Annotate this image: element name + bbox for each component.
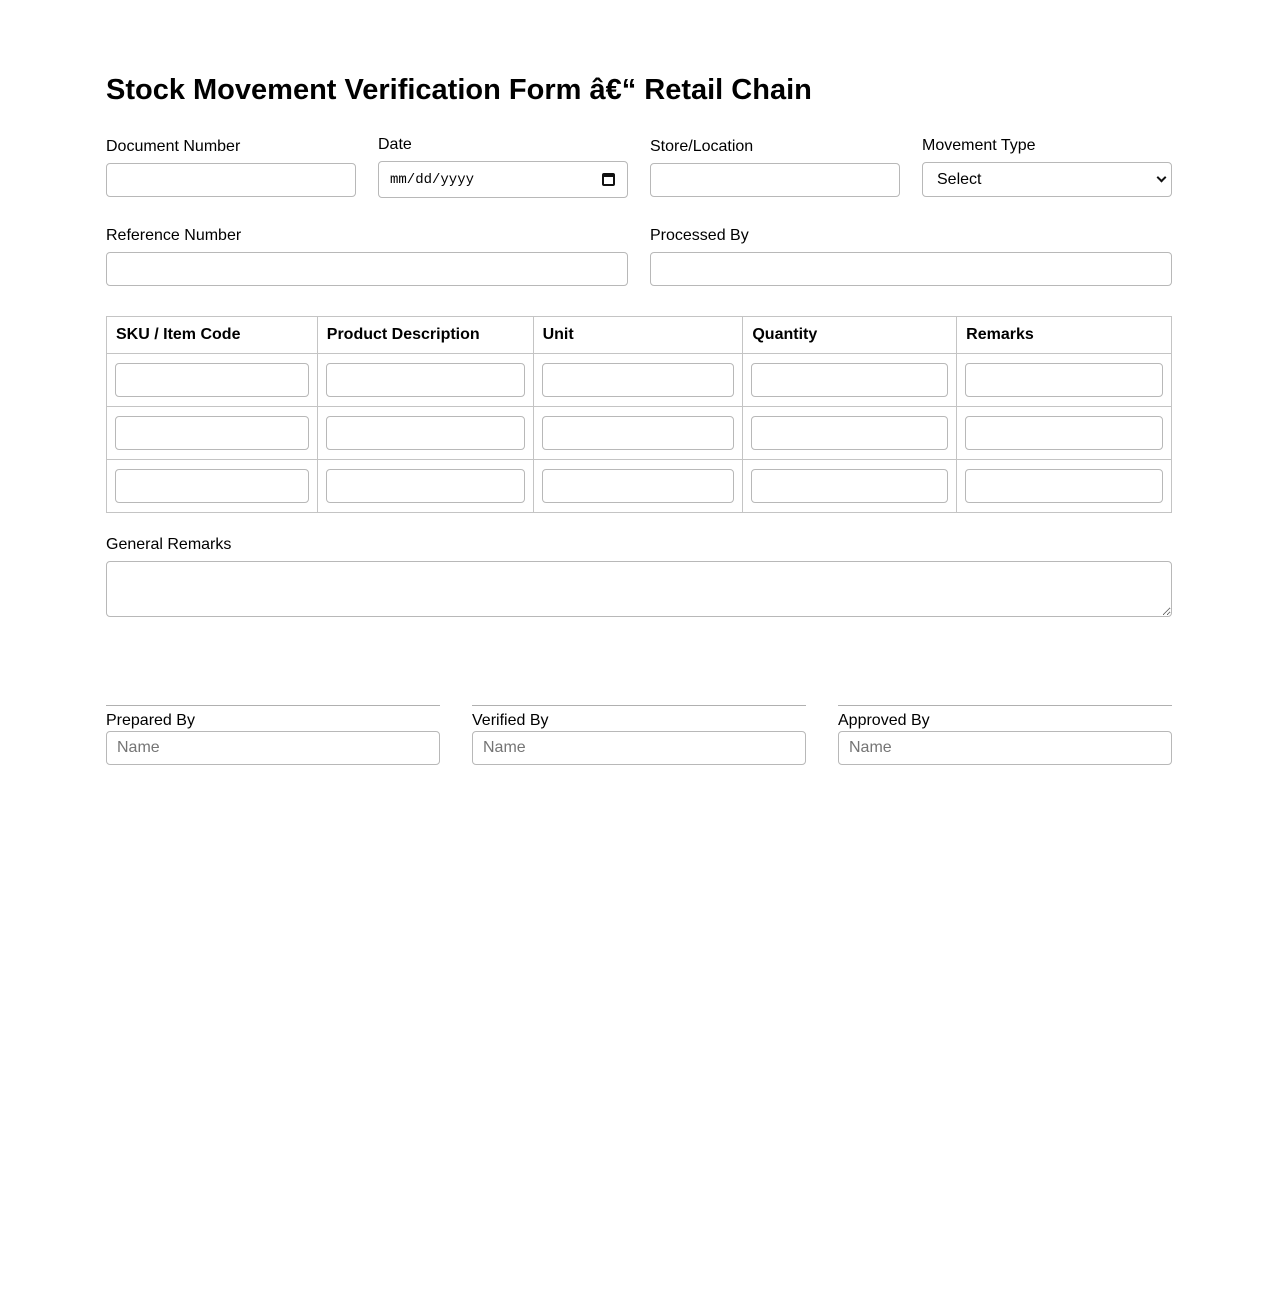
sku-input[interactable] xyxy=(115,416,309,450)
movement-type-label: Movement Type xyxy=(922,137,1036,154)
unit-input[interactable] xyxy=(542,416,735,450)
movement-type-group xyxy=(922,137,1172,197)
signature-approved-by xyxy=(838,705,1172,765)
signature-line xyxy=(838,705,1172,706)
reference-number-input[interactable] xyxy=(106,252,628,286)
table-cell xyxy=(317,460,533,513)
table-cell xyxy=(317,407,533,460)
approved-by-label: Approved By xyxy=(838,712,930,729)
table-cell xyxy=(533,407,743,460)
table-header-row xyxy=(107,317,1172,354)
document-number-label: Document Number xyxy=(106,138,241,155)
table-cell xyxy=(957,354,1172,407)
calendar-icon[interactable] xyxy=(602,173,615,186)
remarks-input[interactable] xyxy=(965,469,1163,503)
table-cell xyxy=(107,354,318,407)
quantity-input[interactable] xyxy=(751,416,948,450)
column-header-sku: SKU / Item Code xyxy=(107,317,318,354)
general-remarks-textarea[interactable] xyxy=(106,561,1172,617)
table-cell xyxy=(107,407,318,460)
remarks-input[interactable] xyxy=(965,363,1163,397)
table-cell xyxy=(533,460,743,513)
column-header-description: Product Description xyxy=(317,317,533,354)
unit-input[interactable] xyxy=(542,363,735,397)
prepared-by-label: Prepared By xyxy=(106,712,195,729)
signature-prepared-by xyxy=(106,705,440,765)
column-header-quantity: Quantity xyxy=(743,317,957,354)
date-label: Date xyxy=(378,136,412,153)
date-input[interactable] xyxy=(378,161,628,198)
signature-line xyxy=(106,705,440,706)
table-row xyxy=(107,460,1172,513)
table-cell xyxy=(743,354,957,407)
items-table xyxy=(106,316,1172,513)
remarks-input[interactable] xyxy=(965,416,1163,450)
store-location-group xyxy=(650,138,900,197)
store-location-input[interactable] xyxy=(650,163,900,197)
processed-by-input[interactable] xyxy=(650,252,1172,286)
store-location-label: Store/Location xyxy=(650,138,754,155)
general-remarks-group xyxy=(106,536,1172,617)
description-input[interactable] xyxy=(326,469,525,503)
table-cell xyxy=(533,354,743,407)
chevron-down-icon xyxy=(1157,173,1167,183)
table-cell xyxy=(107,460,318,513)
movement-type-selected: Select xyxy=(937,170,982,188)
table-cell xyxy=(743,460,957,513)
column-header-remarks: Remarks xyxy=(957,317,1172,354)
table-cell xyxy=(957,460,1172,513)
approved-by-name-input[interactable] xyxy=(838,731,1172,765)
prepared-by-name-input[interactable] xyxy=(106,731,440,765)
description-input[interactable] xyxy=(326,416,525,450)
date-placeholder: mm/dd/yyyy xyxy=(390,171,475,188)
signature-line xyxy=(472,705,806,706)
sku-input[interactable] xyxy=(115,469,309,503)
table-cell xyxy=(743,407,957,460)
document-number-group xyxy=(106,138,356,197)
processed-by-group xyxy=(650,227,1172,286)
document-number-input[interactable] xyxy=(106,163,356,197)
date-group xyxy=(378,136,628,198)
table-cell xyxy=(957,407,1172,460)
verified-by-name-input[interactable] xyxy=(472,731,806,765)
column-header-unit: Unit xyxy=(533,317,743,354)
verified-by-label: Verified By xyxy=(472,712,549,729)
table-cell xyxy=(317,354,533,407)
sku-input[interactable] xyxy=(115,363,309,397)
table-row xyxy=(107,407,1172,460)
processed-by-label: Processed By xyxy=(650,227,749,244)
general-remarks-label: General Remarks xyxy=(106,536,232,553)
unit-input[interactable] xyxy=(542,469,735,503)
description-input[interactable] xyxy=(326,363,525,397)
movement-type-select[interactable] xyxy=(922,162,1172,197)
table-row xyxy=(107,354,1172,407)
quantity-input[interactable] xyxy=(751,469,948,503)
reference-number-label: Reference Number xyxy=(106,227,242,244)
reference-number-group xyxy=(106,227,628,286)
signature-verified-by xyxy=(472,705,806,765)
page-title: Stock Movement Verification Form â€“ Retail Chain xyxy=(106,74,812,106)
quantity-input[interactable] xyxy=(751,363,948,397)
